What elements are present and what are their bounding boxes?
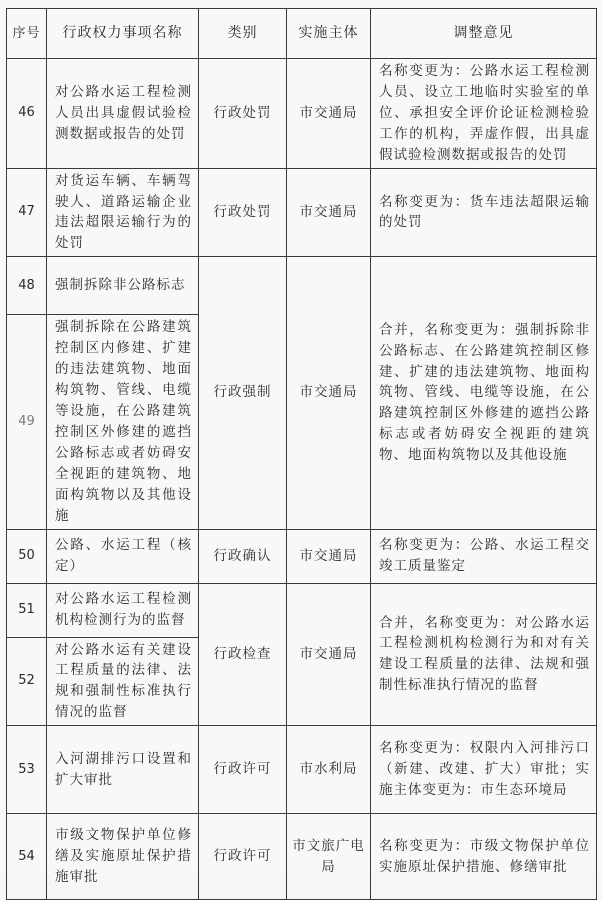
item-name: 对公路水运工程检测机构检测行为的监督 [47, 583, 199, 637]
row-number: 54 [7, 814, 47, 900]
item-body: 市交通局 [287, 529, 371, 583]
item-category: 行政确认 [199, 529, 287, 583]
item-name: 对公路水运工程检测人员出具虚假试验检测数据或报告的处罚 [47, 59, 199, 169]
item-opinion: 名称变更为：市级文物保护单位实施原址保护措施、修缮审批 [371, 814, 597, 900]
merged-body: 市交通局 [287, 583, 371, 726]
table-row [7, 168, 597, 257]
row-number: 50 [7, 529, 47, 583]
row-number: 53 [7, 726, 47, 814]
table-row [7, 529, 597, 583]
merged-opinion: 合并，名称变更为：对公路水运工程检测机构检测行为和对有关建设工程质量的法律、法规和强制性标准执行情况的监督 [371, 583, 597, 726]
row-number: 52 [7, 637, 47, 726]
row-number: 48 [7, 257, 47, 315]
item-opinion: 名称变更为：货车违法超限运输的处罚 [371, 168, 597, 257]
table-row [7, 814, 597, 900]
item-category: 行政处罚 [199, 168, 287, 257]
item-name: 对货运车辆、车辆驾驶人、道路运输企业违法超限运输行为的处罚 [47, 168, 199, 257]
item-category: 行政处罚 [199, 59, 287, 169]
item-body: 市交通局 [287, 168, 371, 257]
item-body: 市交通局 [287, 59, 371, 169]
item-name: 对公路水运有关建设工程质量的法律、法规和强制性标准执行情况的监督 [47, 637, 199, 726]
table-row [7, 257, 597, 315]
table-row [7, 726, 597, 814]
merged-body: 市交通局 [287, 257, 371, 529]
item-category: 行政许可 [199, 726, 287, 814]
item-opinion: 名称变更为：公路水运工程检测人员、设立工地临时实验室的单位、承担安全评价论证检测检验工作的机构，弄虚作假，出具虚假试验检测数据或报告的处罚 [371, 59, 597, 169]
item-category: 行政许可 [199, 814, 287, 900]
item-name: 强制拆除在公路建筑控制区内修建、扩建的违法建筑物、地面构筑物、管线、电缆等设施，在公路建筑控制区外修建的遮挡公路标志或者妨碍安全视距的建筑物、地面构筑物以及其他设施 [47, 315, 199, 529]
item-name: 强制拆除非公路标志 [47, 257, 199, 315]
item-body: 市水利局 [287, 726, 371, 814]
item-opinion: 名称变更为：权限内入河排污口（新建、改建、扩大）审批；实施主体变更为：市生态环境局 [371, 726, 597, 814]
header-category: 类别 [199, 9, 287, 59]
table-header-row [7, 9, 597, 59]
table-row [7, 583, 597, 637]
merged-opinion: 合并，名称变更为：强制拆除非公路标志、在公路建筑控制区修建、扩建的违法建筑物、地面构筑物、管线、电缆等设施，在公路建筑控制区外修建的遮挡公路标志或者妨碍安全视距的建筑物、地面构筑物以及其他设施 [371, 257, 597, 529]
item-opinion: 名称变更为：公路、水运工程交竣工质量鉴定 [371, 529, 597, 583]
row-number: 46 [7, 59, 47, 169]
merged-category: 行政检查 [199, 583, 287, 726]
row-number: 47 [7, 168, 47, 257]
header-name: 行政权力事项名称 [47, 9, 199, 59]
row-number: 51 [7, 583, 47, 637]
header-seq: 序号 [7, 9, 47, 59]
header-opinion: 调整意见 [371, 9, 597, 59]
power-adjustment-table [6, 8, 597, 900]
item-name: 入河湖排污口设置和扩大审批 [47, 726, 199, 814]
row-number: 49 [7, 315, 47, 529]
header-body: 实施主体 [287, 9, 371, 59]
item-body: 市文旅广电局 [287, 814, 371, 900]
table-row [7, 59, 597, 169]
merged-category: 行政强制 [199, 257, 287, 529]
item-name: 公路、水运工程（核定） [47, 529, 199, 583]
item-name: 市级文物保护单位修缮及实施原址保护措施审批 [47, 814, 199, 900]
